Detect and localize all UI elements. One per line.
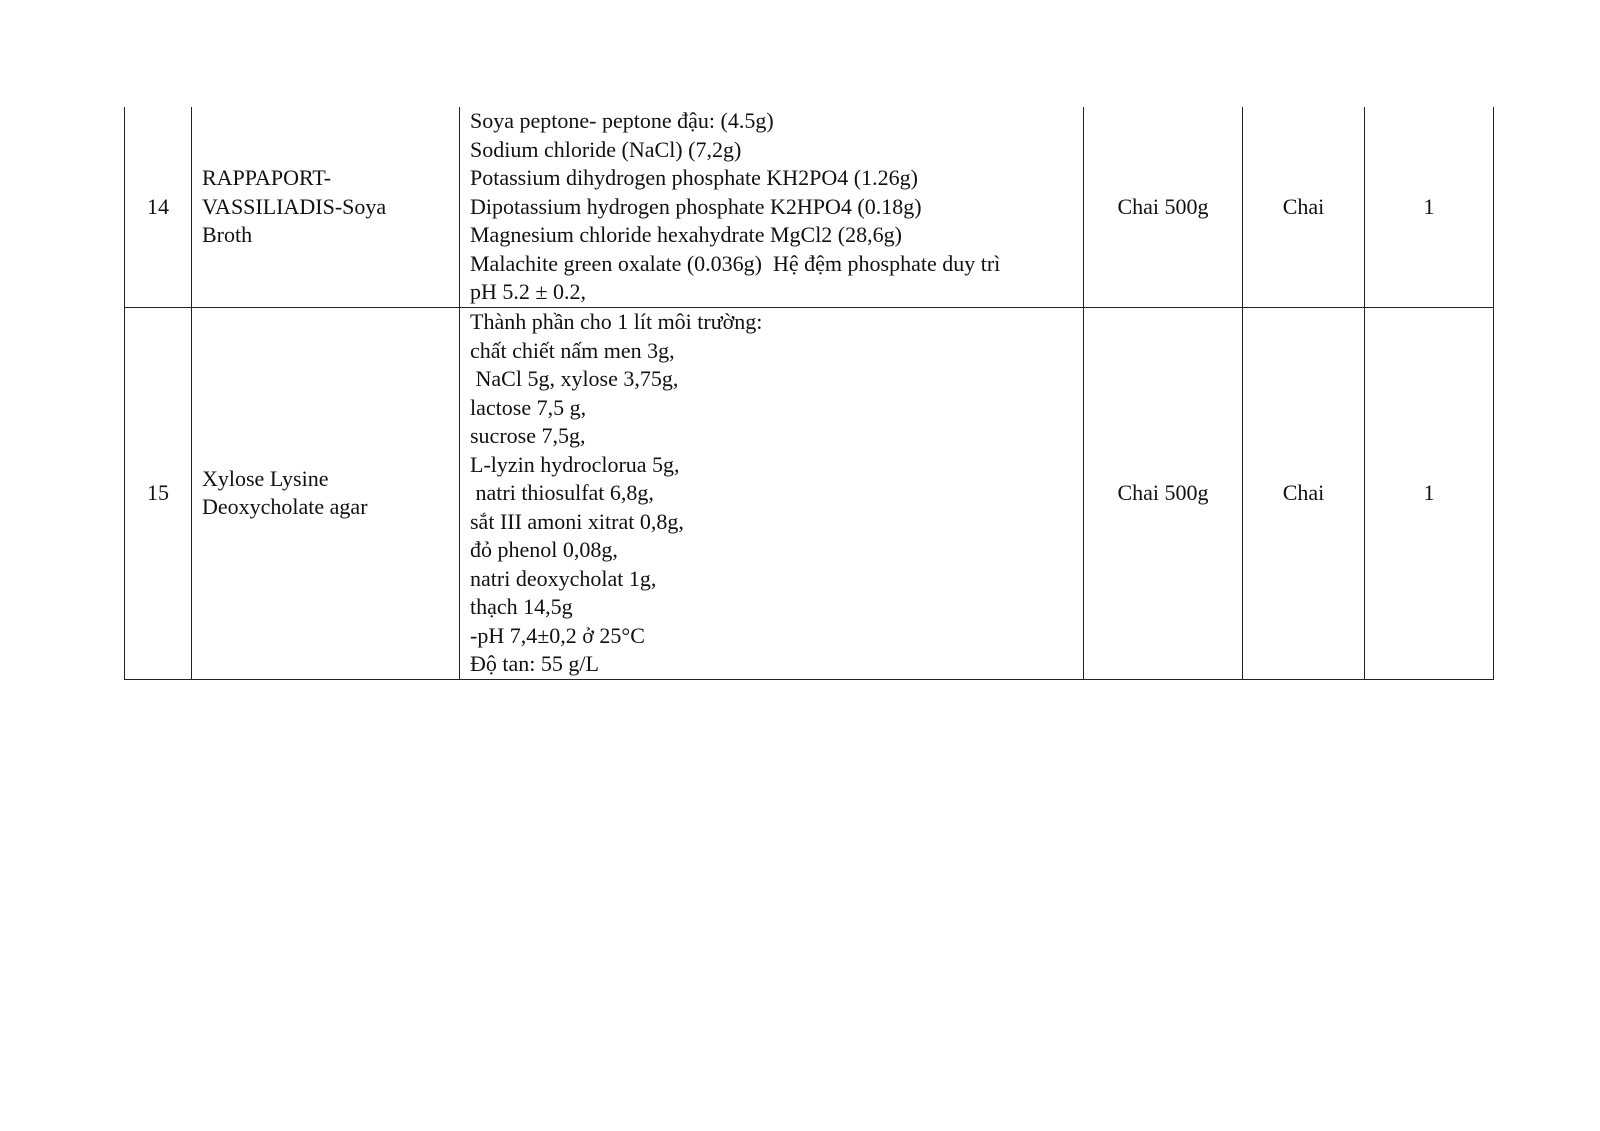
product-name-line: Xylose Lysine bbox=[202, 465, 329, 491]
spec-line: sắt III amoni xitrat 0,8g, bbox=[470, 508, 684, 534]
product-specification bbox=[460, 308, 1084, 680]
packaging: Chai 500g bbox=[1084, 308, 1243, 680]
spec-line: natri deoxycholat 1g, bbox=[470, 565, 657, 591]
spec-line: pH 5.2 ± 0.2, bbox=[470, 279, 586, 304]
spec-line: sucrose 7,5g, bbox=[470, 423, 586, 448]
product-name-line: VASSILIADIS-Soya bbox=[202, 193, 387, 219]
spec-line: Magnesium chloride hexahydrate MgCl2 (28,6g) bbox=[470, 222, 902, 247]
packaging: Chai 500g bbox=[1084, 107, 1243, 308]
spec-line: L-lyzin hydroclorua 5g, bbox=[470, 451, 680, 477]
spec-line: Sodium chloride (NaCl) (7,2g) bbox=[470, 136, 742, 162]
product-name-line: RAPPAPORT- bbox=[202, 165, 332, 191]
product-specification bbox=[460, 107, 1084, 308]
spec-line: chất chiết nấm men 3g, bbox=[470, 337, 675, 363]
table-row bbox=[125, 308, 1494, 680]
spec-line: Soya peptone- peptone đậu: (4.5g) bbox=[470, 108, 774, 133]
spec-line: NaCl 5g, xylose 3,75g, bbox=[470, 366, 679, 391]
spec-line: -pH 7,4±0,2 ở 25°C bbox=[470, 622, 645, 648]
product-name-line: Deoxycholate agar bbox=[202, 494, 368, 520]
supplies-table bbox=[124, 107, 1494, 680]
table-row bbox=[125, 107, 1494, 308]
unit: Chai bbox=[1243, 107, 1365, 308]
quantity: 1 bbox=[1365, 107, 1494, 308]
spec-line: Potassium dihydrogen phosphate KH2PO4 (1.26g) bbox=[470, 165, 918, 190]
spec-line: đỏ phenol 0,08g, bbox=[470, 537, 618, 562]
spec-line: Độ tan: 55 g/L bbox=[470, 651, 599, 676]
spec-line: natri thiosulfat 6,8g, bbox=[470, 480, 654, 505]
row-number: 14 bbox=[125, 107, 192, 308]
quantity: 1 bbox=[1365, 308, 1494, 680]
spec-line: Thành phần cho 1 lít môi trường: bbox=[470, 309, 763, 334]
unit: Chai bbox=[1243, 308, 1365, 680]
spec-line: lactose 7,5 g, bbox=[470, 394, 587, 420]
product-name bbox=[192, 107, 460, 308]
product-name bbox=[192, 308, 460, 680]
row-number: 15 bbox=[125, 308, 192, 680]
spec-line: Malachite green oxalate (0.036g) Hệ đệm phosphate duy trì bbox=[470, 250, 1001, 276]
spec-line: Dipotassium hydrogen phosphate K2HPO4 (0.18g) bbox=[470, 193, 922, 219]
spec-line: thạch 14,5g bbox=[470, 594, 573, 619]
product-name-line: Broth bbox=[202, 222, 253, 248]
